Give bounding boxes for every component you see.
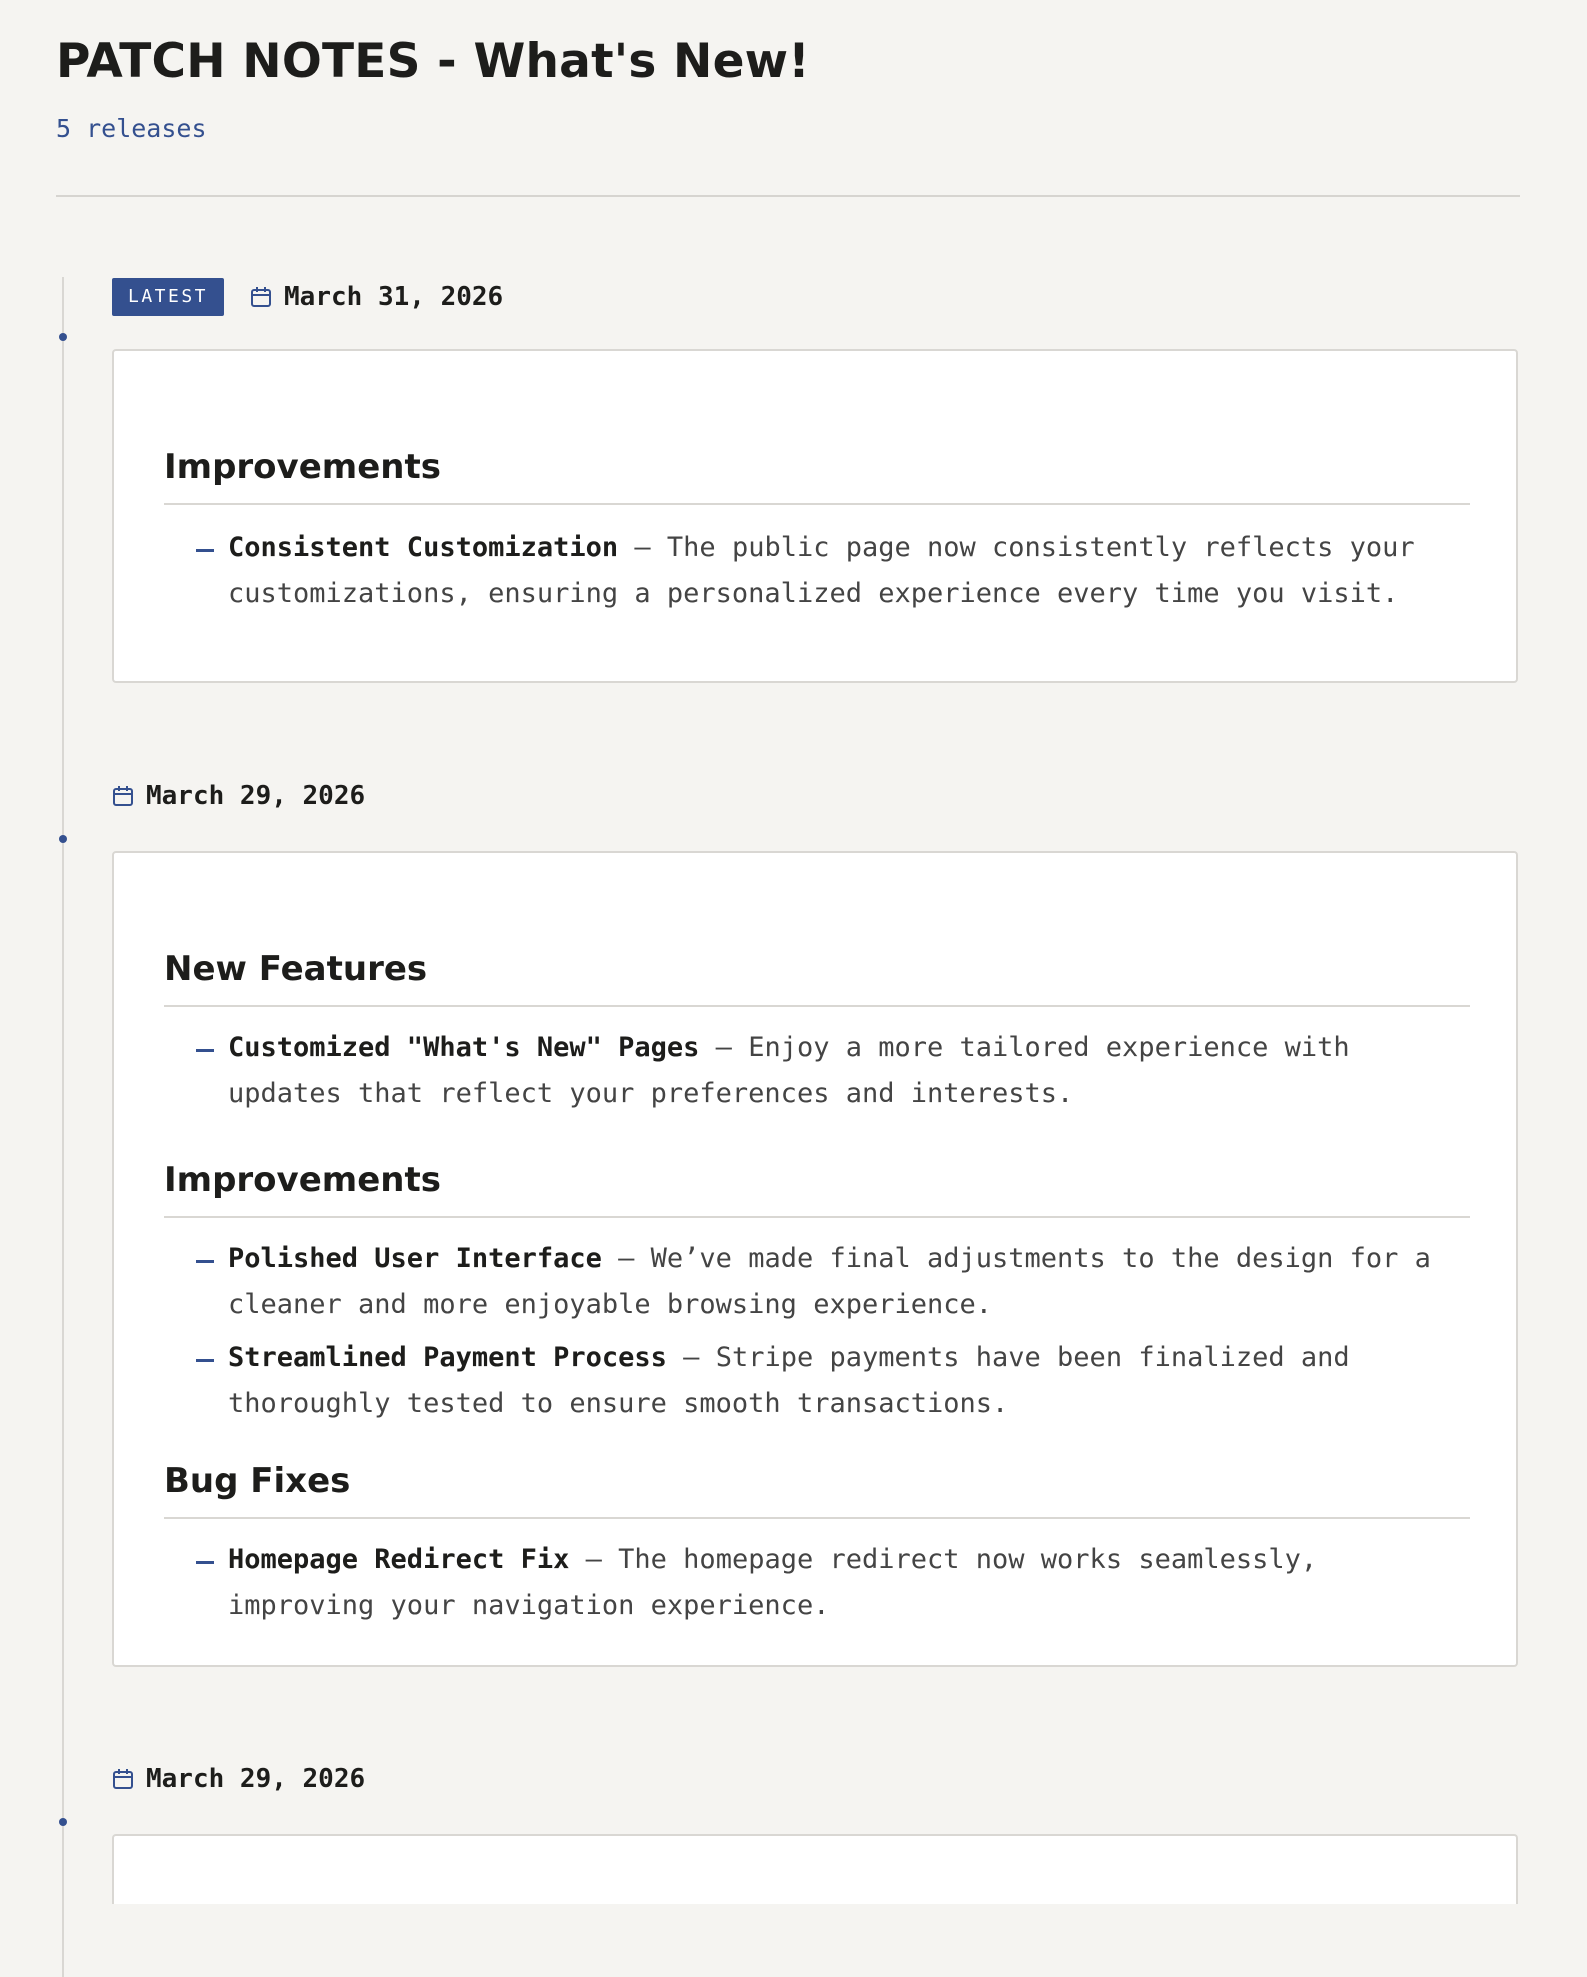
- section-improvements: [164, 1156, 1470, 1419]
- item-name: Consistent Customization: [228, 532, 619, 563]
- release-meta: [112, 278, 503, 316]
- section-bug-fixes: [164, 1457, 1470, 1621]
- section-new-features: [164, 945, 1470, 1109]
- item-name: Customized "What's New" Pages: [228, 1032, 700, 1063]
- page-title: PATCH NOTES - What's New!: [56, 34, 810, 89]
- item-text: [228, 1025, 1468, 1117]
- section-heading: New Features: [164, 949, 428, 989]
- item-text: [228, 525, 1468, 617]
- timeline-dot: [59, 835, 67, 843]
- item-text: [228, 1537, 1468, 1629]
- release-meta: [112, 1764, 365, 1794]
- section-heading: Improvements: [164, 447, 441, 487]
- item-separator: –: [601, 1243, 651, 1274]
- calendar-icon: [112, 785, 134, 807]
- section-divider: [164, 1216, 1470, 1218]
- item-description: Enjoy a more tailored experience with updates that reflect your preferences and interests.: [228, 1032, 1350, 1109]
- item-name: Homepage Redirect Fix: [228, 1544, 570, 1575]
- timeline-dot: [59, 333, 67, 341]
- item-text: [228, 1335, 1468, 1427]
- header-divider: [56, 195, 1520, 197]
- section-divider: [164, 1517, 1470, 1519]
- release-date: March 29, 2026: [146, 781, 366, 811]
- release-count: 5 releases: [56, 114, 207, 143]
- release-card: [112, 349, 1518, 683]
- dash-bullet-icon: [196, 1359, 214, 1362]
- release-card: [112, 1834, 1518, 1904]
- release-card: [112, 851, 1518, 1667]
- item-separator: –: [699, 1032, 749, 1063]
- timeline-line: [62, 277, 64, 1977]
- item-text: [228, 1236, 1468, 1328]
- timeline-dot: [59, 1818, 67, 1826]
- dash-bullet-icon: [196, 1260, 214, 1263]
- section-improvements: [164, 443, 1470, 609]
- item-name: Streamlined Payment Process: [228, 1342, 667, 1373]
- latest-badge: LATEST: [112, 278, 224, 316]
- dash-bullet-icon: [196, 1561, 214, 1564]
- item-description: The homepage redirect now works seamlessly, improving your navigation experience.: [228, 1544, 1318, 1621]
- item-separator: –: [569, 1544, 619, 1575]
- item-description: The public page now consistently reflects your customizations, ensuring a personalized experience every time you visit.: [228, 532, 1415, 609]
- dash-bullet-icon: [196, 549, 214, 552]
- dash-bullet-icon: [196, 1049, 214, 1052]
- calendar-icon: [112, 1768, 134, 1790]
- section-divider: [164, 503, 1470, 505]
- item-name: Polished User Interface: [228, 1243, 602, 1274]
- section-divider: [164, 1005, 1470, 1007]
- calendar-icon: [250, 286, 272, 308]
- item-separator: –: [618, 532, 667, 563]
- item-description: We’ve made final adjustments to the design for a cleaner and more enjoyable browsing experience.: [228, 1243, 1431, 1320]
- section-heading: Bug Fixes: [164, 1461, 351, 1501]
- item-separator: –: [666, 1342, 716, 1373]
- release-date: March 29, 2026: [146, 1764, 366, 1794]
- release-meta: [112, 781, 365, 811]
- item-description: Stripe payments have been finalized and thoroughly tested to ensure smooth transactions.: [228, 1342, 1350, 1419]
- section-heading: Improvements: [164, 1160, 441, 1200]
- release-date: March 31, 2026: [284, 282, 504, 312]
